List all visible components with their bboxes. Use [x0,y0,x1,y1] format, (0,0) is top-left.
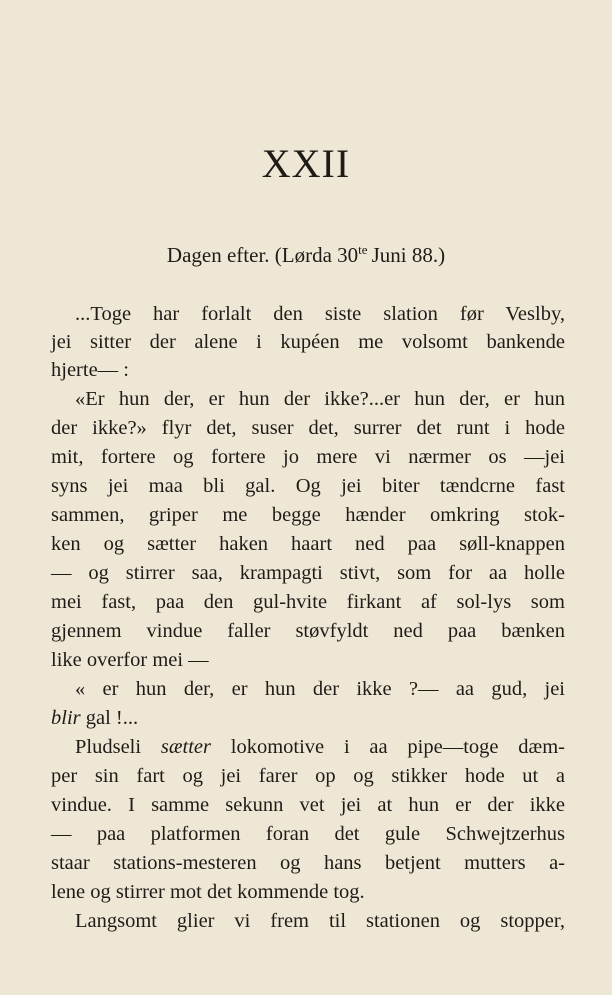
italic-word: sætter [160,736,211,758]
dateline [0,242,612,268]
text-line: ken og sætter haken haart ned paa søll-knappen [51,533,565,555]
text-line: « er hun der, er hun der ikke ?— aa gud, jei [75,678,565,700]
text-line: mit, fortere og fortere jo mere vi nærmer os —jei [51,446,565,468]
text-line [51,704,565,732]
text-line: der ikke?» flyr det, suser det, surrer det runt i hode [51,417,565,439]
text-line [75,733,565,761]
line-rest: gal !... [80,707,139,729]
line-start: Pludseli [75,736,161,758]
chapter-title: XXII [261,141,351,186]
text-line: sammen, griper me begge hænder omkring stok- [51,504,565,526]
text-line: staar stations-mesteren og hans betjent mutters a- [51,852,565,874]
dateline-prefix: Dagen efter. (Lørda 30 [166,243,359,267]
text-line: syns jei maa bli gal. Og jei biter tændcrne fast [51,475,565,497]
text-line: «Er hun der, er hun der ikke?...er hun der, er hun [75,388,565,410]
text-line: like overfor mei — [51,649,209,671]
text-line: ...Toge har forlalt den siste slation før Veslby, [75,303,565,325]
text-line: — paa platformen foran det gule Schwejtzerhus [51,823,565,845]
text-line: gjennem vindue faller støvfyldt ned paa bænken [51,620,565,642]
text-line: per sin fart og jei farer op og stikker hode ut a [51,765,565,787]
text-line: lene og stirrer mot det kommende tog. [51,881,365,903]
line-rest: lokomotive i aa pipe—toge dæm- [210,736,565,758]
italic-word: blir [51,707,81,729]
text-line: vindue. I samme sekunn vet jei at hun er der ikke [51,794,565,816]
text-line: Langsomt glier vi frem til stationen og stopper, [75,910,565,932]
dateline-superscript: te [358,242,368,257]
dateline-suffix: Juni 88.) [371,243,446,267]
text-line: — og stirrer saa, krampagti stivt, som for aa holle [51,562,565,584]
text-line: mei fast, paa den gul-hvite firkant af sol-lys som [51,591,565,613]
text-line: jei sitter der alene i kupéen me volsomt bankende [51,331,565,353]
text-line: hjerte— : [51,359,129,381]
